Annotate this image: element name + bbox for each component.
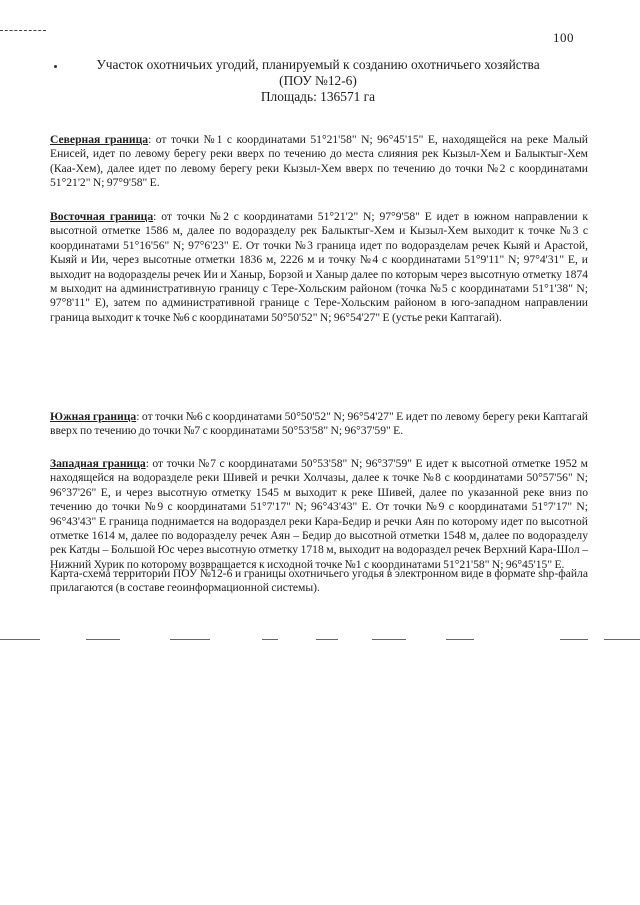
south-border-heading: Южная граница: [50, 410, 137, 423]
title-line-3: Площадь: 136571 га: [260, 89, 376, 104]
south-border-section: [50, 410, 588, 439]
west-border-section: [50, 457, 588, 572]
document-title: [50, 57, 586, 105]
north-border-text: : от точки №1 с координатами 51°21'58" N; 96°45'15" E, находящейся на реке Малый Енисей, идет по левому берегу реки вверх по течению до места слияния рек Кызыл-Хем и Балыктыг-Хем (Каа-Хем), далее идет по левому берегу реки Кызыл-Хем вверх по течению до точки №2 с координатами 51°21'2" N; 97°9'58" E.: [50, 133, 588, 190]
north-border-section: [50, 133, 588, 191]
footer-scan-marks: [0, 639, 640, 643]
south-border-text: : от точки №6 с координатами 50°50'52" N; 96°54'27" E идет по левому берегу реки Каптагай вверх по течению до точки №7 с координатами 50°53'58" N; 96°37'59" E.: [50, 410, 588, 438]
west-border-heading: Западная граница: [50, 457, 146, 470]
header-scan-mark: [0, 30, 46, 31]
north-border-heading: Северная граница: [50, 133, 149, 146]
east-border-section: [50, 210, 588, 325]
title-line-2: (ПОУ №12-6): [279, 73, 357, 88]
page-number: 100: [553, 30, 574, 45]
east-border-heading: Восточная граница: [50, 210, 154, 223]
map-scheme-note: Карта-схема территории ПОУ №12-6 и границы охотничьего угодья в электронном виде в формате shp-файла прилагаются (в составе геоинформационной системы).: [50, 567, 588, 595]
title-line-1: Участок охотничьих угодий, планируемый к созданию охотничьего хозяйства: [96, 57, 540, 72]
east-border-text: : от точки №2 с координатами 51°21'2" N; 97°9'58" E идет в южном направлении к высотной отметке 1586 м, далее по водоразделу рек Балыктыг-Хем и Кызыл-Хем выходит к точке №3 с координатами 51°16'56" N; 97°6'23" E. От точки №3 граница идет по водоразделам речек Кыяй и Арастой, Кыяй и Ии, через высотные отметки 1836 м, 2226 м и точку №4 с координатами 51°9'11" N; 97°4'31" E, и выходит на водоразделы речек Ии и Ханыр, Борзой и Ханыр далее по которым через высотную отметку 1874 м выходит на административную границу с Тере-Хольским районом (точка №5 с координатами 51°1'38" N; 97°8'11" E), затем по административной границе с Тере-Хольским районом в юго-западном направлении граница выходит к точке №6 с координатами 50°50'52" N; 96°54'27" E (устье реки Каптагай).: [50, 210, 588, 324]
west-border-text: : от точки №7 с координатами 50°53'58" N; 96°37'59" E идет к высотной отметке 1952 м находящейся на водоразделе реки Шивей и речки Холчазы, далее к точке №8 с координатами 50°57'56" N; 96°37'26" E, и через высотную отметку 1545 м выходит к реке Шивей, далее по указанной реке вниз по течению до точки №9 с координатами 51°7'17" N; 96°43'43" E. От точки №9 с координатами 51°7'17" N; 96°43'43" E граница поднимается на водораздел реки Кара-Бедир и речки Аян по которому идет по высотной отметке 1614 м, далее по водоразделу речек Аян – Бедир до высотной отметки 1548 м, далее по водоразделу рек Катды – Большой Юс через высотную отметку 1718 м, выходит на водораздел речек Верхний Кара-Шол – Нижний Хурик по которому возвращается к исходной точке №1 с координатами 51°21'58" N; 96°45'15" E.: [50, 457, 588, 571]
